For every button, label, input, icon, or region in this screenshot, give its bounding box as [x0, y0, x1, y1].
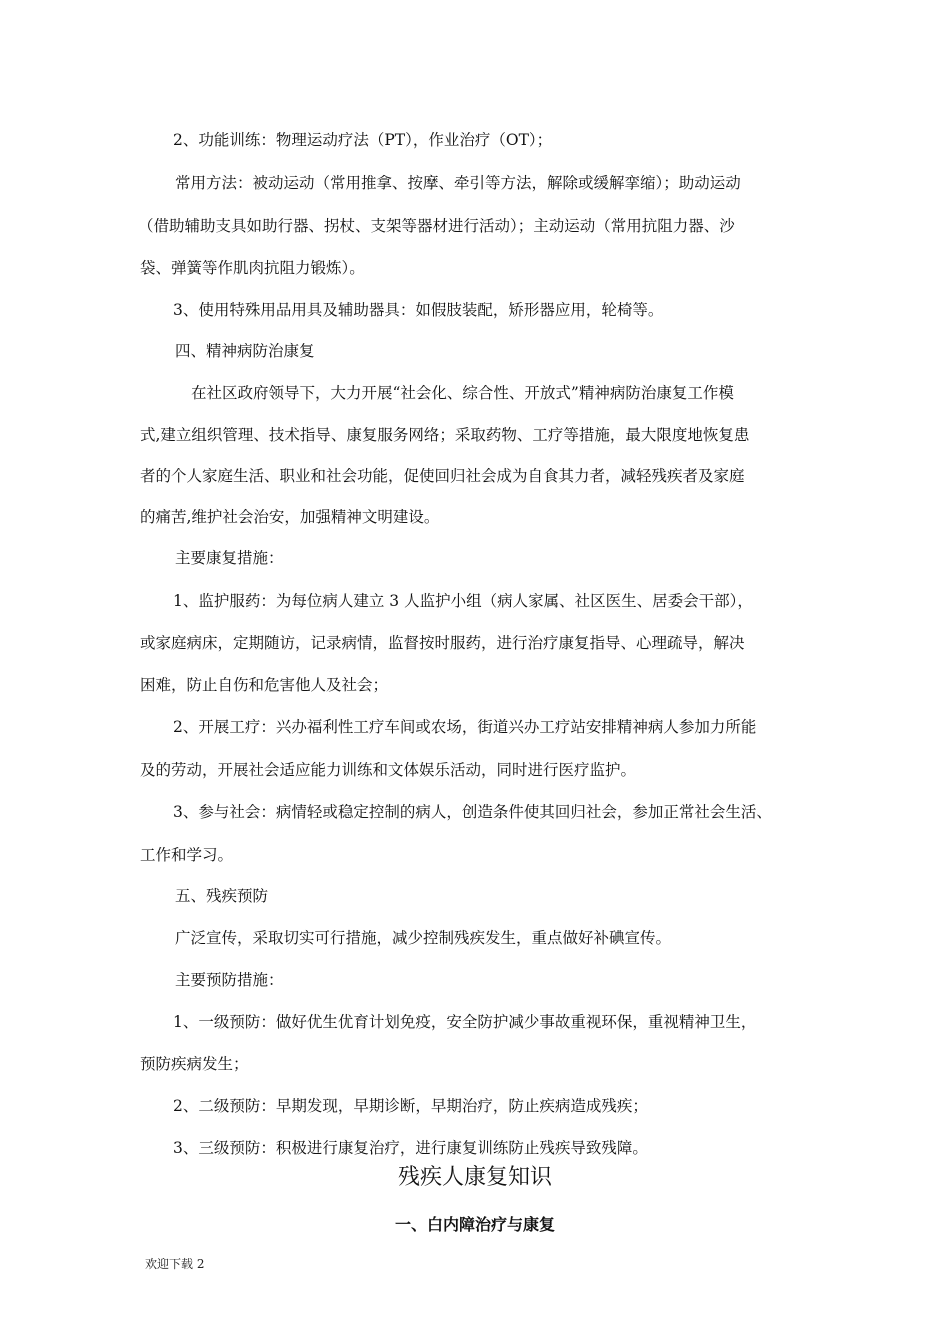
document-subtitle: 一、白内障治疗与康复: [394, 1215, 555, 1234]
text-line: 常用方法：被动运动（常用推拿、按摩、牵引等方法，解除或缓解挛缩）；助动运动: [175, 174, 741, 192]
text-line: 主要预防措施：: [175, 971, 284, 989]
text-line: 3、使用特殊用品用具及辅助器具：如假肢装配，矫形器应用，轮椅等。: [173, 301, 664, 319]
text-line: 的痛苦,维护社会治安，加强精神文明建设。: [140, 508, 440, 526]
text-line: 工作和学习。: [140, 846, 234, 864]
text-line: 袋、弹簧等作肌肉抗阻力锻炼）。: [140, 259, 365, 277]
text-line: 困难，防止自伤和危害他人及社会；: [140, 676, 389, 694]
text-line: 2、二级预防：早期发现，早期诊断，早期治疗，防止疾病造成残疾；: [173, 1097, 648, 1115]
section-heading: 四、精神病防治康复: [175, 342, 315, 360]
text-line: （借助辅助支具如助行器、拐杖、支架等器材进行活动）；主动运动（常用抗阻力器、沙: [138, 217, 735, 235]
text-line: 式,建立组织管理、技术指导、康复服务网络；采取药物、工疗等措施，最大限度地恢复患: [140, 426, 750, 444]
text-line: 者的个人家庭生活、职业和社会功能，促使回归社会成为自食其力者，减轻残疾者及家庭: [140, 467, 745, 485]
text-line: 广泛宣传，采取切实可行措施，减少控制残疾发生，重点做好补碘宣传。: [175, 929, 672, 947]
text-line: 2、功能训练：物理运动疗法（PT），作业治疗（OT）；: [173, 131, 553, 149]
text-line: 1、一级预防：做好优生优育计划免疫，安全防护减少事故重视环保，重视精神卫生，: [173, 1013, 757, 1031]
text-line: 1、监护服药：为每位病人建立 3 人监护小组（病人家属、社区医生、居委会干部），: [173, 592, 753, 610]
text-line: 预防疾病发生；: [140, 1055, 249, 1073]
section-heading: 五、残疾预防: [175, 887, 269, 905]
text-line: 3、三级预防：积极进行康复治疗，进行康复训练防止残疾导致残障。: [173, 1139, 648, 1157]
text-line: 主要康复措施：: [175, 549, 284, 567]
text-line: 或家庭病床，定期随访，记录病情，监督按时服药，进行治疗康复指导、心理疏导，解决: [140, 634, 745, 652]
text-line: 及的劳动，开展社会适应能力训练和文体娱乐活动，同时进行医疗监护。: [140, 761, 637, 779]
text-line: 在社区政府领导下，大力开展“社会化、综合性、开放式”精神病防治康复工作模: [191, 384, 734, 402]
text-line: 2、开展工疗：兴办福利性工疗车间或农场，街道兴办工疗站安排精神病人参加力所能: [173, 718, 757, 736]
text-line: 3、参与社会：病情轻或稳定控制的病人，创造条件使其回归社会，参加正常社会生活、: [173, 803, 772, 821]
document-title: 残疾人康复知识: [397, 1165, 552, 1190]
page-footer: 欢迎下载 2: [145, 1257, 205, 1271]
